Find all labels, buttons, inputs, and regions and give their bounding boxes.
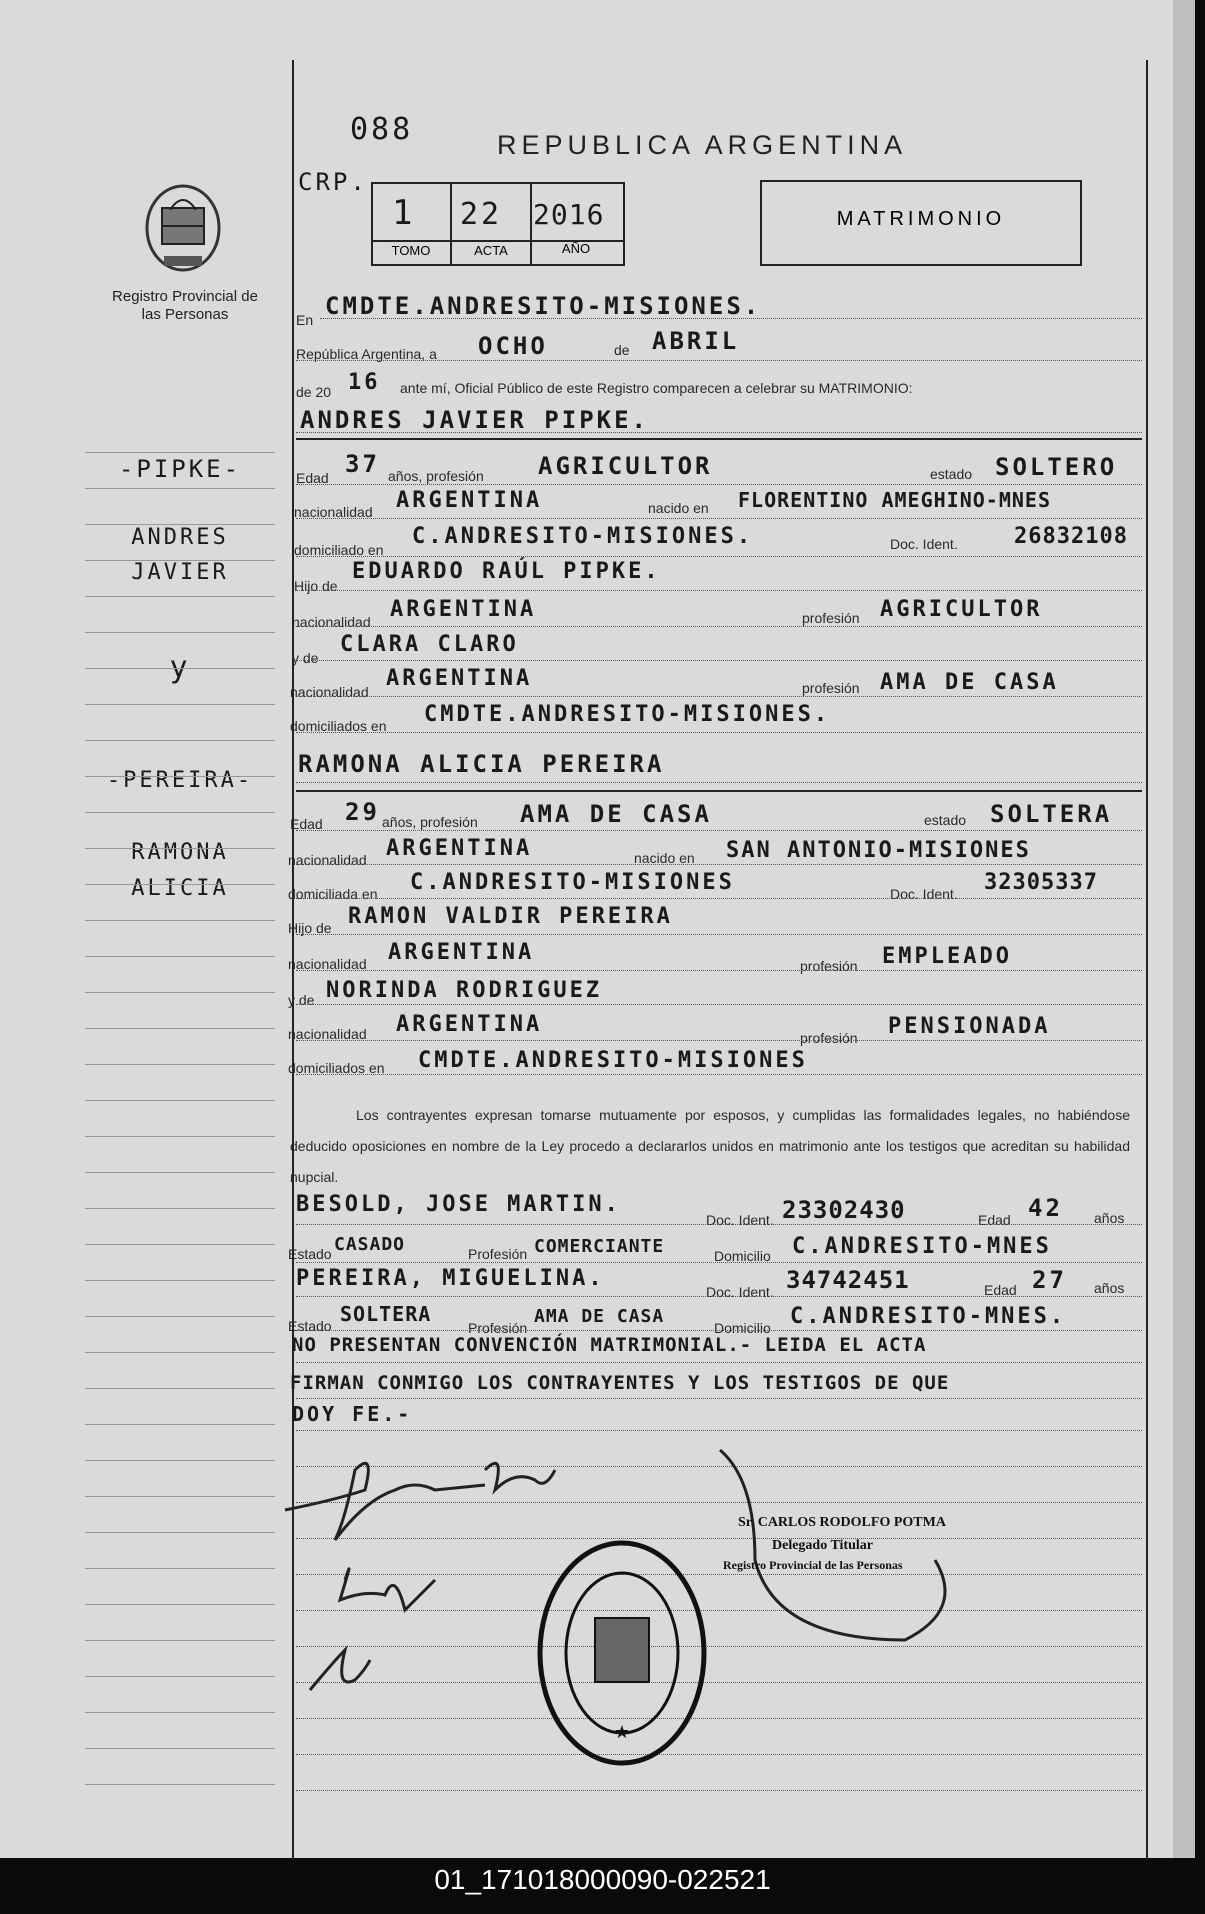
- document-page: 088 REPUBLICA ARGENTINA CRP. 1 22 2016 TOMO ACTA AÑO MATRIMONIO Registro Provincial de las Personas En CMDTE.ANDRESITO-MISIONES. República Argentina, a OCHO de ABRIL de 20 16 ante mí, Oficial Público de este Registro comparecen a celebrar su MATRIMONIO: ANDRES JAVIER PIPKE. Edad 37 años, profesión AGRICULTOR estado SOLTERO nacionalidad ARGENTINA nacido en FLORENTINO AMEGHINO-MNES domiciliado en C.ANDRESITO-MISIONES. Doc. Ident. 26832108 Hijo de EDUARDO RAÚL PIPKE. nacionalidad ARGENTINA profesión AGRICULTOR y de CLARA CLARO nacionalidad ARGENTINA profesión AMA DE CASA domiciliados en CMDTE.ANDRESITO-MISIONES. RAMONA ALICIA PEREIRA Edad 29 años, profesión AMA DE CASA estado SOLTERA nacionalidad ARGENTINA nacido en SAN ANTONIO-MISIONES domiciliada en C.ANDRESITO-MISIONES Doc. Ident. 32305337 Hijo de RAMON VALDIR PEREIRA nacionalidad ARGENTINA profesión EMPLEADO y de NORINDA RODRIGUEZ nacionalidad ARGENTINA profesión PENSIONADA domiciliados en CMDTE.ANDRESITO-MISIONES Los contrayentes expresan tomarse mutuamente por esposos, y cumplidas las formalidades legales, no habiéndose deducido oposiciones en nombre de la Ley procedo a declararlos unidos en matrimonio ante los testigos que acreditan su habilidad nupcial. BESOLD, JOSE MARTIN. Doc. Ident. 23302430 Edad 42 años Estado CASADO Profesión COMERCIANTE Domicilio C.ANDRESITO-MNES PEREIRA, MIGUELINA. Doc. Ident. 34742451 Edad 27 años Estado SOLTERA Profesión AMA DE CASA Domicilio C.ANDRESITO-MNES. NO PRESENTAN CONVENCIÓN MATRIMONIAL.- LEIDA EL ACTA FIRMAN CONMIGO LOS CONTRAYENTES Y LOS TESTIGOS DE QUE DOY FE.- -PIPKE- ANDRES JAVIER y -PEREIRA- RAMONA ALICIA Sr. CARLOS RODOLFO POTMA Delegado Titular Registro Provincial de las Personas ★: [0, 0, 1195, 1858]
- svg-text:★: ★: [613, 1722, 631, 1742]
- witness2-name: PEREIRA, MIGUELINA.: [296, 1266, 605, 1291]
- bride-address: C.ANDRESITO-MISIONES: [410, 870, 735, 895]
- official-seal-icon: [535, 1538, 710, 1768]
- official-name: Sr. CARLOS RODOLFO POTMA: [738, 1515, 946, 1530]
- official-title: Delegado Titular: [772, 1538, 873, 1553]
- bride-mother: NORINDA RODRIGUEZ: [326, 978, 603, 1003]
- acta-value: 22: [460, 197, 503, 232]
- witness1-profession: COMERCIANTE: [534, 1236, 665, 1257]
- bride-mother-profession: PENSIONADA: [888, 1014, 1051, 1039]
- groom-father-profession: AGRICULTOR: [880, 597, 1043, 622]
- bride-profession: AMA DE CASA: [520, 800, 712, 828]
- groom-birthplace: FLORENTINO AMEGHINO-MNES: [738, 488, 1051, 512]
- bride-father-profession: EMPLEADO: [882, 944, 1012, 969]
- margin-groom-given2: JAVIER: [131, 560, 229, 585]
- margin-conjunction: y: [169, 650, 191, 685]
- bride-mother-nationality: ARGENTINA: [396, 1012, 543, 1037]
- witness2-status: SOLTERA: [340, 1302, 432, 1326]
- margin-bride-given1: RAMONA: [131, 840, 229, 865]
- bride-parents-address: CMDTE.ANDRESITO-MISIONES: [418, 1048, 808, 1073]
- witness2-profession: AMA DE CASA: [534, 1306, 665, 1327]
- groom-profession: AGRICULTOR: [538, 452, 713, 480]
- image-id-caption: 01_171018000090-022521: [434, 1864, 771, 1895]
- place: CMDTE.ANDRESITO-MISIONES.: [325, 292, 762, 320]
- bride-full-name: RAMONA ALICIA PEREIRA: [298, 750, 665, 778]
- declaration-text: Los contrayentes expresan tomarse mutuamente por esposos, y cumplidas las formalidades legales, no habiéndose deducido oposiciones en nombre de la Ley procedo a declararlos unidos en matrimonio ante los testigos que acreditan su habilidad nupcial.: [290, 1107, 1130, 1185]
- witness1-address: C.ANDRESITO-MNES: [792, 1234, 1052, 1259]
- margin-groom-given1: ANDRES: [131, 525, 229, 550]
- acta-label: ACTA: [474, 243, 508, 258]
- groom-parents-address: CMDTE.ANDRESITO-MISIONES.: [424, 702, 831, 727]
- groom-father-nationality: ARGENTINA: [390, 597, 537, 622]
- bride-father: RAMON VALDIR PEREIRA: [348, 904, 673, 929]
- margin-bride-given2: ALICIA: [131, 876, 229, 901]
- month: ABRIL: [652, 327, 740, 355]
- bride-doc: 32305337: [984, 870, 1098, 895]
- day: OCHO: [478, 332, 548, 360]
- tomo-value: 1: [392, 193, 416, 233]
- groom-full-name: ANDRES JAVIER PIPKE.: [300, 406, 649, 434]
- country-title: REPUBLICA ARGENTINA: [497, 130, 908, 160]
- bride-father-nationality: ARGENTINA: [388, 940, 535, 965]
- folio-number: 088: [350, 112, 414, 147]
- closing-line3: DOY FE.-: [292, 1402, 413, 1426]
- bride-age: 29: [345, 798, 380, 826]
- anio-value: 2016: [533, 198, 605, 231]
- groom-mother: CLARA CLARO: [340, 632, 519, 657]
- witness2-address: C.ANDRESITO-MNES.: [790, 1304, 1067, 1329]
- anio-label: AÑO: [561, 241, 591, 256]
- bride-civil-status: SOLTERA: [990, 800, 1113, 828]
- groom-civil-status: SOLTERO: [995, 453, 1118, 481]
- coat-of-arms-icon: [140, 180, 226, 280]
- witness1-age: 42: [1028, 1194, 1063, 1222]
- witness2-age: 27: [1032, 1266, 1067, 1294]
- closing-line2: FIRMAN CONMIGO LOS CONTRAYENTES Y LOS TESTIGOS DE QUE: [290, 1372, 950, 1394]
- groom-mother-profession: AMA DE CASA: [880, 670, 1059, 695]
- margin-groom-surname: -PIPKE-: [118, 455, 242, 483]
- groom-age: 37: [345, 450, 380, 478]
- witness1-doc: 23302430: [782, 1196, 906, 1224]
- bride-nationality: ARGENTINA: [386, 836, 533, 861]
- margin-bride-surname: -PEREIRA-: [106, 768, 254, 793]
- act-type: MATRIMONIO: [836, 208, 1006, 230]
- registry-name: Registro Provincial de las Personas: [112, 288, 258, 323]
- crp-mark: CRP.: [298, 168, 368, 196]
- witness2-doc: 34742451: [786, 1266, 910, 1294]
- official-registry: Registro Provincial de las Personas: [723, 1558, 903, 1572]
- bride-birthplace: SAN ANTONIO-MISIONES: [726, 838, 1031, 863]
- witness1-status: CASADO: [334, 1234, 406, 1255]
- groom-father: EDUARDO RAÚL PIPKE.: [352, 559, 661, 584]
- tomo-label: TOMO: [391, 243, 431, 258]
- right-rule: [1146, 60, 1148, 1860]
- groom-mother-nationality: ARGENTINA: [386, 666, 533, 691]
- year-suffix: 16: [348, 370, 381, 395]
- groom-nationality: ARGENTINA: [396, 488, 543, 513]
- witness1-name: BESOLD, JOSE MARTIN.: [296, 1192, 621, 1217]
- groom-address: C.ANDRESITO-MISIONES.: [412, 524, 754, 549]
- closing-line1: NO PRESENTAN CONVENCIÓN MATRIMONIAL.- LEIDA EL ACTA: [292, 1334, 927, 1356]
- groom-doc: 26832108: [1014, 524, 1128, 549]
